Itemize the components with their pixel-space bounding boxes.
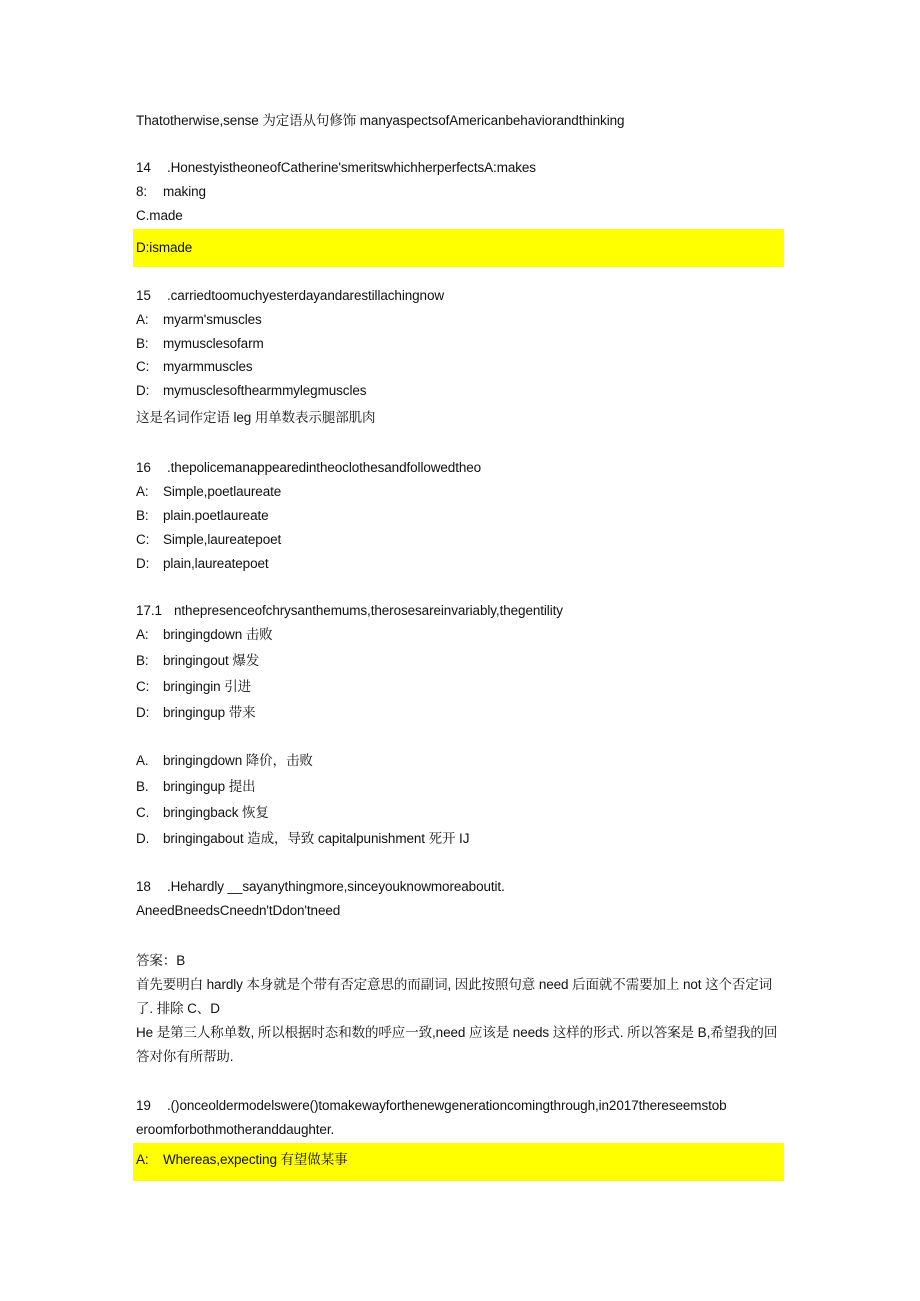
explanation-paragraph: He 是第三人称单数, 所以根据时态和数的呼应一致,need 应该是 needs 这样的形式. 所以答案是 B,希望我的回答对你有所帮助. xyxy=(136,1025,778,1064)
option-text: bringingout 爆发 xyxy=(163,653,260,668)
explanation-note: 这是名词作定语 leg 用单数表示腿部肌肉 xyxy=(136,410,376,425)
option-text: C.made xyxy=(136,208,183,223)
option-text: plain.poetlaureate xyxy=(163,508,269,523)
question-number: 16 xyxy=(136,460,151,475)
option-label: B: xyxy=(136,508,149,523)
option-label: B: xyxy=(136,336,149,351)
option-text: myarm'smuscles xyxy=(163,312,262,327)
option-line xyxy=(136,652,259,670)
option-text: D:ismade xyxy=(136,240,193,255)
option-text: bringingabout 造成，导致 capitalpunishment 死开 IJ xyxy=(163,831,470,846)
option-line xyxy=(136,335,264,353)
question-16-stem xyxy=(136,459,481,477)
options-line: AneedBneedsCneedn'tDdon'tneed xyxy=(136,903,341,918)
question-number: 19 xyxy=(136,1098,151,1113)
option-text: bringingup 提出 xyxy=(163,779,256,794)
question-number: 15 xyxy=(136,288,151,303)
option-line xyxy=(136,483,281,501)
option-line-highlighted xyxy=(136,1151,348,1169)
option-line xyxy=(136,752,313,770)
option-line xyxy=(136,311,262,329)
option-label: A: xyxy=(136,312,149,327)
option-text: myarmmuscles xyxy=(163,359,253,374)
option-text: bringingback 恢复 xyxy=(163,805,269,820)
question-number: 18 xyxy=(136,879,151,894)
question-text: .Hehardly __sayanythingmore,sinceyouknowmoreaboutit. xyxy=(167,879,505,894)
option-text: plain,laureatepoet xyxy=(163,556,269,571)
option-line xyxy=(136,778,256,796)
question-19-stem-continued: eroomforbothmotheranddaughter. xyxy=(136,1122,335,1137)
option-text: mymusclesofthearmmylegmuscles xyxy=(163,383,367,398)
question-19-stem xyxy=(136,1097,727,1115)
option-label: C: xyxy=(136,679,150,694)
question-number: 14 xyxy=(136,160,151,175)
option-line xyxy=(136,382,366,400)
option-text: Simple,poetlaureate xyxy=(163,484,282,499)
option-text: mymusclesofarm xyxy=(163,336,264,351)
option-label: C: xyxy=(136,359,150,374)
option-label: 8: xyxy=(136,184,148,199)
option-label: A: xyxy=(136,1152,149,1167)
option-line xyxy=(136,830,469,848)
option-label: D: xyxy=(136,705,150,720)
option-text: bringingdown 降价，击败 xyxy=(163,753,313,768)
answer-line: 答案：B xyxy=(136,953,186,968)
option-label: C. xyxy=(136,805,150,820)
question-14-stem xyxy=(136,159,536,177)
explanation-paragraph: 首先要明白 hardly 本身就是个带有否定意思的而副词, 因此按照句意 need 后面就不需要加上 not 这个否定词了. 排除 C、D xyxy=(136,977,773,1016)
option-line xyxy=(136,507,269,525)
option-text: Simple,laureatepoet xyxy=(163,532,282,547)
question-text: .thepolicemanappearedintheoclothesandfollowedtheo xyxy=(167,460,482,475)
option-text: Whereas,expecting 有望做某事 xyxy=(163,1152,348,1167)
option-label: C: xyxy=(136,532,150,547)
question-17-stem xyxy=(136,602,563,620)
question-18-stem xyxy=(136,878,505,896)
option-label: D. xyxy=(136,831,150,846)
option-line-highlighted xyxy=(136,239,192,257)
option-label: B. xyxy=(136,779,149,794)
question-text: nthepresenceofchrysanthemums,therosesareinvariably,thegentility xyxy=(174,603,563,618)
option-line xyxy=(136,704,256,722)
option-line xyxy=(136,555,269,573)
highlight-band xyxy=(133,229,784,267)
question-15-stem xyxy=(136,287,444,305)
option-line xyxy=(136,358,253,376)
option-line xyxy=(136,531,281,549)
option-text: bringingin 引进 xyxy=(163,679,251,694)
option-line xyxy=(136,678,251,696)
option-label: B: xyxy=(136,653,149,668)
option-label: D: xyxy=(136,556,150,571)
option-text: bringingdown 击败 xyxy=(163,627,273,642)
option-label: A. xyxy=(136,753,149,768)
option-line xyxy=(136,626,273,644)
option-text: making xyxy=(163,184,206,199)
option-line xyxy=(136,207,183,225)
option-text: bringingup 带来 xyxy=(163,705,256,720)
option-line xyxy=(136,183,206,201)
option-line xyxy=(136,804,269,822)
question-text: .()onceoldermodelswere()tomakewayforthenewgenerationcomingthrough,in2017thereseemstob xyxy=(167,1098,727,1113)
option-label: D: xyxy=(136,383,150,398)
intro-line: Thatotherwise,sense 为定语从句修饰 manyaspectsofAmericanbehaviorandthinking xyxy=(136,113,625,128)
question-text: .carriedtoomuchyesterdayandarestillachingnow xyxy=(167,288,445,303)
question-text: .HonestyistheoneofCatherine'smeritswhichherperfectsA:makes xyxy=(167,160,536,175)
option-label: A: xyxy=(136,627,149,642)
question-number: 17.1 xyxy=(136,603,162,618)
option-label: A: xyxy=(136,484,149,499)
